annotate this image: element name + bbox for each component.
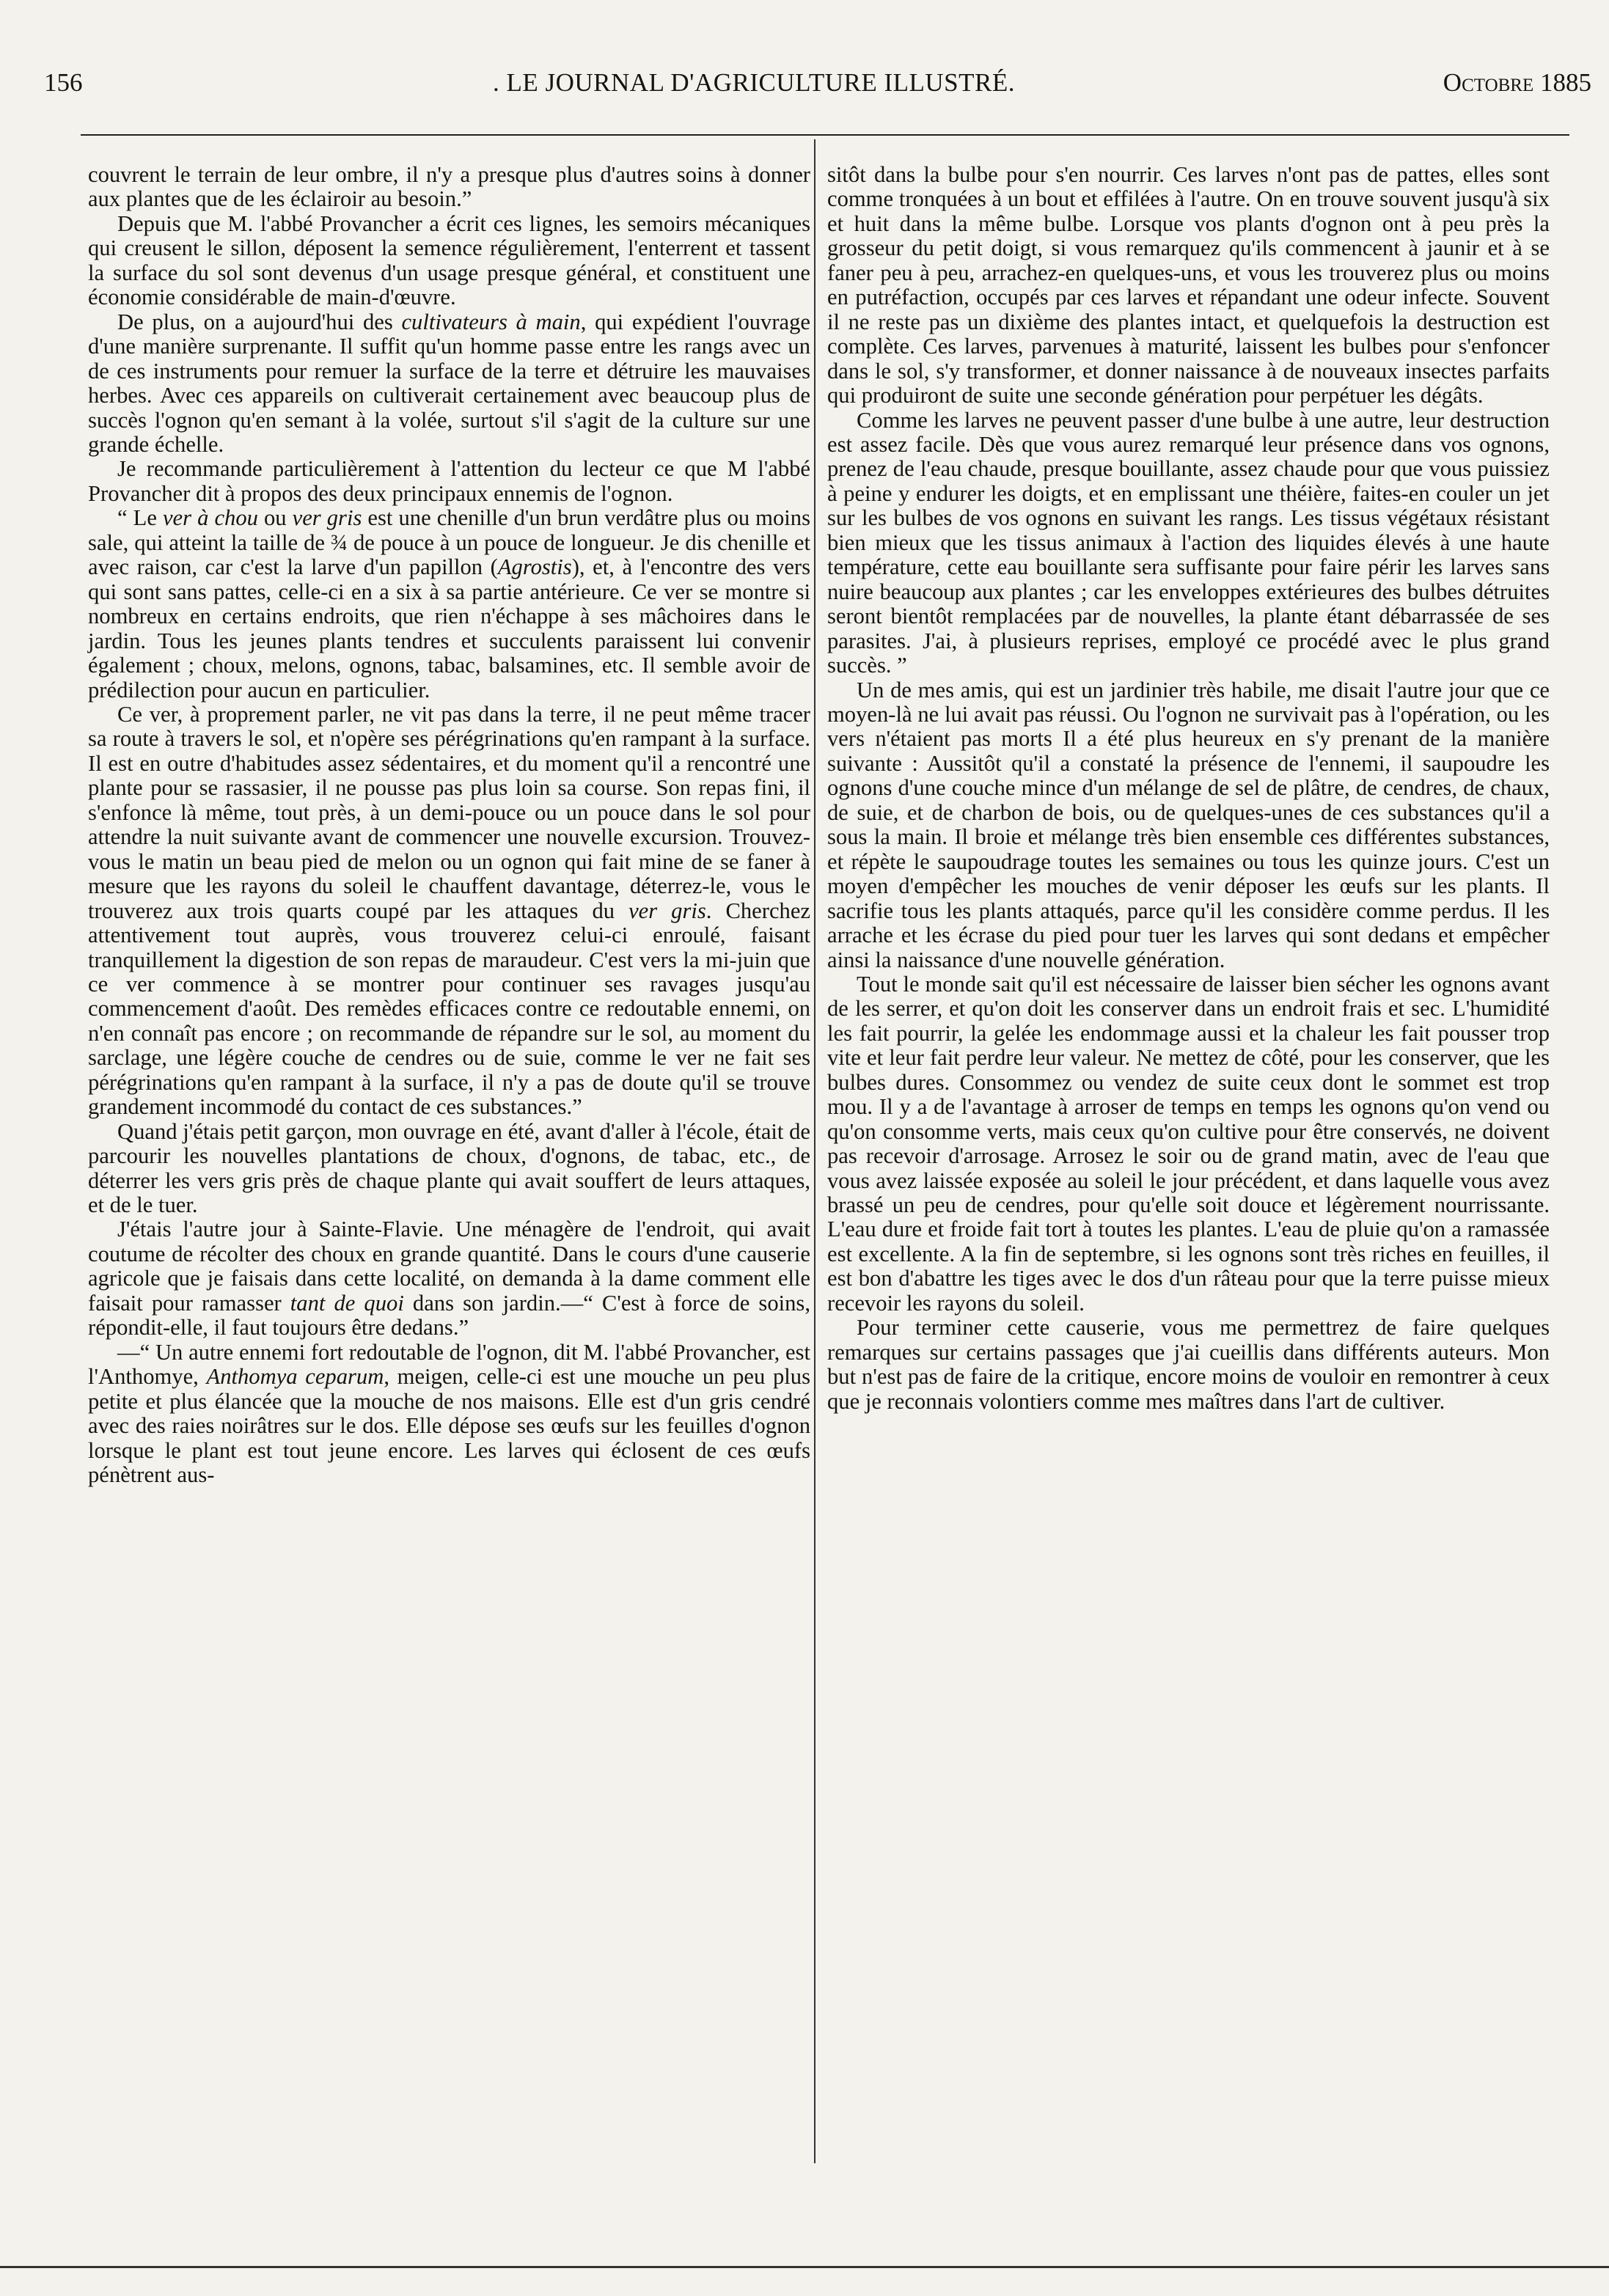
paragraph: De plus, on a aujourd'hui des cultivateurs à main, qui expédient l'ouvrage d'une manière surprenante. Il suffit qu'un homme passe entre les rangs avec un de ces instruments pour remuer la surface de la terre et détruire les mauvaises herbes. Avec ces appareils on cultiverait certainement avec beaucoup plus de succès l'ognon qu'en semant à la volée, surtout s'il s'agit de la culture sur une grande échelle. — [88, 309, 810, 457]
paragraph: Ce ver, à proprement parler, ne vit pas dans la terre, il ne peut même tracer sa route à travers le sol, et n'opère ses pérégrinations qu'en rampant à la surface. Il est en outre d'habitudes assez sédentaires, et du moment qu'il a rencontré une plante pour se rassasier, il ne pousse pas plus loin sa course. Son repas fini, il s'enfonce là même, tout près, à un demi-pouce ou un pouce dans le sol pour attendre la nuit suivante avant de commencer une nouvelle excursion. Trouvez-vous le matin un beau pied de melon ou un ognon qui fait mine de se faner à mesure que les rayons du soleil le chauffent davantage, déterrez-le, vous le trouverez aux trois quarts coupé par les attaques du ver gris. Cherchez attentivement tout auprès, vous trouverez celui-ci enroulé, faisant tranquillement la digestion de son repas de maraudeur. C'est vers la mi-juin que ce ver commence à se montrer pour continuer ses ravages jusqu'au commencement d'août. Des remèdes efficaces contre ce redoutable ennemi, on n'en connaît pas encore ; on recommande de répandre sur le sol, au moment du sarclage, une légère couche de cendres ou de suie, comme le ver ne fait ses pérégrinations qu'en rampant à la surface, il n'y a pas de doute qu'il se trouve grandement incommodé du contact de ces substances.” — [88, 701, 810, 1120]
paragraph: Je recommande particulièrement à l'attention du lecteur ce que M l'abbé Provancher dit à propos des deux principaux ennemis de l'ognon. — [88, 456, 810, 506]
paragraph: Un de mes amis, qui est un jardinier très habile, me disait l'autre jour que ce moyen-là ne lui avait pas réussi. Ou l'ognon ne survivait pas à l'opération, ou les vers n'étaient pas morts Il a été plus heureux en s'y prenant de la manière suivante : Aussitôt qu'il a constaté la présence de l'ennemi, il saupoudre les ognons d'une couche mince d'un mélange de sel de plâtre, de cendres, de chaux, de suie, et de charbon de bois, ou de quelques-unes de ces substances qu'il a sous la main. Il broie et mélange très bien ensemble ces différentes substances, et répète le saupoudrage toutes les semaines ou tous les quinze jours. C'est un moyen d'empêcher les mouches de venir déposer les œufs sur les plants. Il sacrifie tous les plants attaqués, parce qu'il les considère comme perdus. Il les arrache et les écrase du pied pour tuer les larves qui sont dedans et empêcher ainsi la naissance d'une nouvelle génération. — [827, 677, 1550, 972]
journal-title: . LE JOURNAL D'AGRICULTURE ILLUSTRÉ. — [493, 68, 1015, 97]
paragraph: Pour terminer cette causerie, vous me permettrez de faire quelques remarques sur certains passages que j'ai cueillis dans différents auteurs. Mon but n'est pas de faire de la critique, encore moins de vouloir en remontrer à ceux que je reconnais volontiers comme mes maîtres dans l'art de cultiver. — [827, 1315, 1550, 1414]
left-column — [88, 163, 810, 1487]
issue-date: Octobre 1885 — [1443, 68, 1591, 97]
right-column — [827, 163, 1550, 1414]
paragraph: J'étais l'autre jour à Sainte-Flavie. Une ménagère de l'endroit, qui avait coutume de récolter des choux en grande quantité. Dans le cours d'une causerie agricole que je faisais dans cette localité, on demanda à la dame comment elle faisait pour ramasser tant de quoi dans son jardin.—“ C'est à force de soins, répondit-elle, il faut toujours être dedans.” — [88, 1217, 810, 1340]
paragraph: Tout le monde sait qu'il est nécessaire de laisser bien sécher les ognons avant de les serrer, et qu'on doit les conserver dans un endroit frais et sec. L'humidité les fait pourrir, la gelée les endommage aussi et la chaleur les fait pousser trop vite et leur fait perdre leur valeur. Ne mettez de côté, pour les conserver, que les bulbes dures. Consommez ou vendez de suite ceux dont le sommet est trop mou. Il y a de l'avantage à arroser de temps en temps les ognons qu'on vend ou qu'on consomme verts, mais ceux qu'on cultive pour être conservés, ne doivent pas recevoir d'arrosage. Arrosez le soir ou de grand matin, avec de l'eau que vous avez laissée exposée au soleil le jour précédent, et dans laquelle vous avez brassé un peu de cendres, pour qu'elle soit douce et légèrement nourrissante. L'eau dure et froide fait tort à toutes les plantes. L'eau de pluie qu'on a ramassée est excellente. A la fin de septembre, si les ognons sont très riches en feuilles, il est bon d'abattre les tiges avec le dos d'un râteau pour que la terre puisse mieux recevoir les rayons du soleil. — [827, 971, 1550, 1316]
paragraph: —“ Un autre ennemi fort redoutable de l'ognon, dit M. l'abbé Provancher, est l'Anthomye, Anthomya ceparum, meigen, celle-ci est une mouche un peu plus petite et plus élancée que la mouche de nos maisons. Elle est d'un gris cendré avec des raies noirâtres sur le dos. Elle dépose ses œufs sur les feuilles d'ognon lorsque le plant est tout jeune encore. Les larves qui éclosent de ces œufs pénètrent aus- — [88, 1339, 810, 1488]
page-number: 156 — [44, 68, 83, 97]
paragraph: Depuis que M. l'abbé Provancher a écrit ces lignes, les semoirs mécaniques qui creusent le sillon, déposent la semence régulièrement, l'enterrent et tassent la surface du sol sont devenus d'un usage presque général, et constituent une économie considérable de main-d'œuvre. — [88, 210, 810, 310]
paragraph: “ Le ver à chou ou ver gris est une chenille d'un brun verdâtre plus ou moins sale, qui atteint la taille de ¾ de pouce à un pouce de longueur. Je dis chenille et avec raison, car c'est la larve d'un papillon (Agrostis), et, à l'encontre des vers qui sont sans pattes, celle-ci en a six à sa partie antérieure. Ce ver se montre si nombreux en certains endroits, que rien n'échappe à ses mâchoires dans le jardin. Tous les jeunes plants tendres et succulents paraissent lui convenir également ; choux, melons, ognons, tabac, balsamines, etc. Il semble avoir de prédilection pour aucun en particulier. — [88, 505, 810, 703]
paragraph: sitôt dans la bulbe pour s'en nourrir. Ces larves n'ont pas de pattes, elles sont comme tronquées à un bout et effilées à l'autre. On en trouve souvent jusqu'à six et huit dans la même bulbe. Lorsque vos plants d'ognon ont à peu près la grosseur du petit doigt, si vous remarquez qu'ils commencent à jaunir et à se faner peu à peu, arrachez-en quelques-uns, et vous les trouverez plus ou moins en putréfaction, occupés par ces larves et répandant une odeur infecte. Souvent il ne reste pas un dixième des plantes intact, et quelquefois la destruction est complète. Ces larves, parvenues à maturité, laissent les bulbes pour s'enfoncer dans le sol, s'y transformer, et donner naissance à de nouveaux insectes parfaits qui produiront de suite une seconde génération pour perpétuer les dégâts. — [827, 162, 1550, 408]
paragraph: Quand j'étais petit garçon, mon ouvrage en été, avant d'aller à l'école, était de parcourir les nouvelles plantations de choux, d'ognons, de tabac, etc., de déterrer les vers gris près de chaque plante qui avait souffert de leurs attaques, et de le tuer. — [88, 1118, 810, 1218]
footer-rule — [0, 2266, 1609, 2268]
header-rule — [81, 134, 1569, 136]
running-header — [44, 65, 1591, 109]
paragraph: Comme les larves ne peuvent passer d'une bulbe à une autre, leur destruction est assez facile. Dès que vous aurez remarqué leur présence dans vos ognons, prenez de l'eau chaude, presque bouillante, assez chaude pour que vous puissiez à peine y endurer les doigts, et en emplissant une théière, faites-en couler un jet sur les bulbes de vos ognons en suivant les rangs. Les tissus végétaux résistant bien mieux que les tissus animaux à l'action des liquides élevés à une haute température, cette eau bouillante sera suffisante pour faire périr les larves sans nuire beaucoup aux plantes ; car les enveloppes extérieures des bulbes détruites seront bientôt remplacées par de nouvelles, la plante étant débarrassée de ses parasites. J'ai, à plusieurs reprises, employé ce procédé avec le plus grand succès. ” — [827, 407, 1550, 678]
paragraph: couvrent le terrain de leur ombre, il n'y a presque plus d'autres soins à donner aux plantes que de les éclairoir au besoin.” — [88, 162, 810, 212]
column-divider — [814, 139, 816, 2163]
